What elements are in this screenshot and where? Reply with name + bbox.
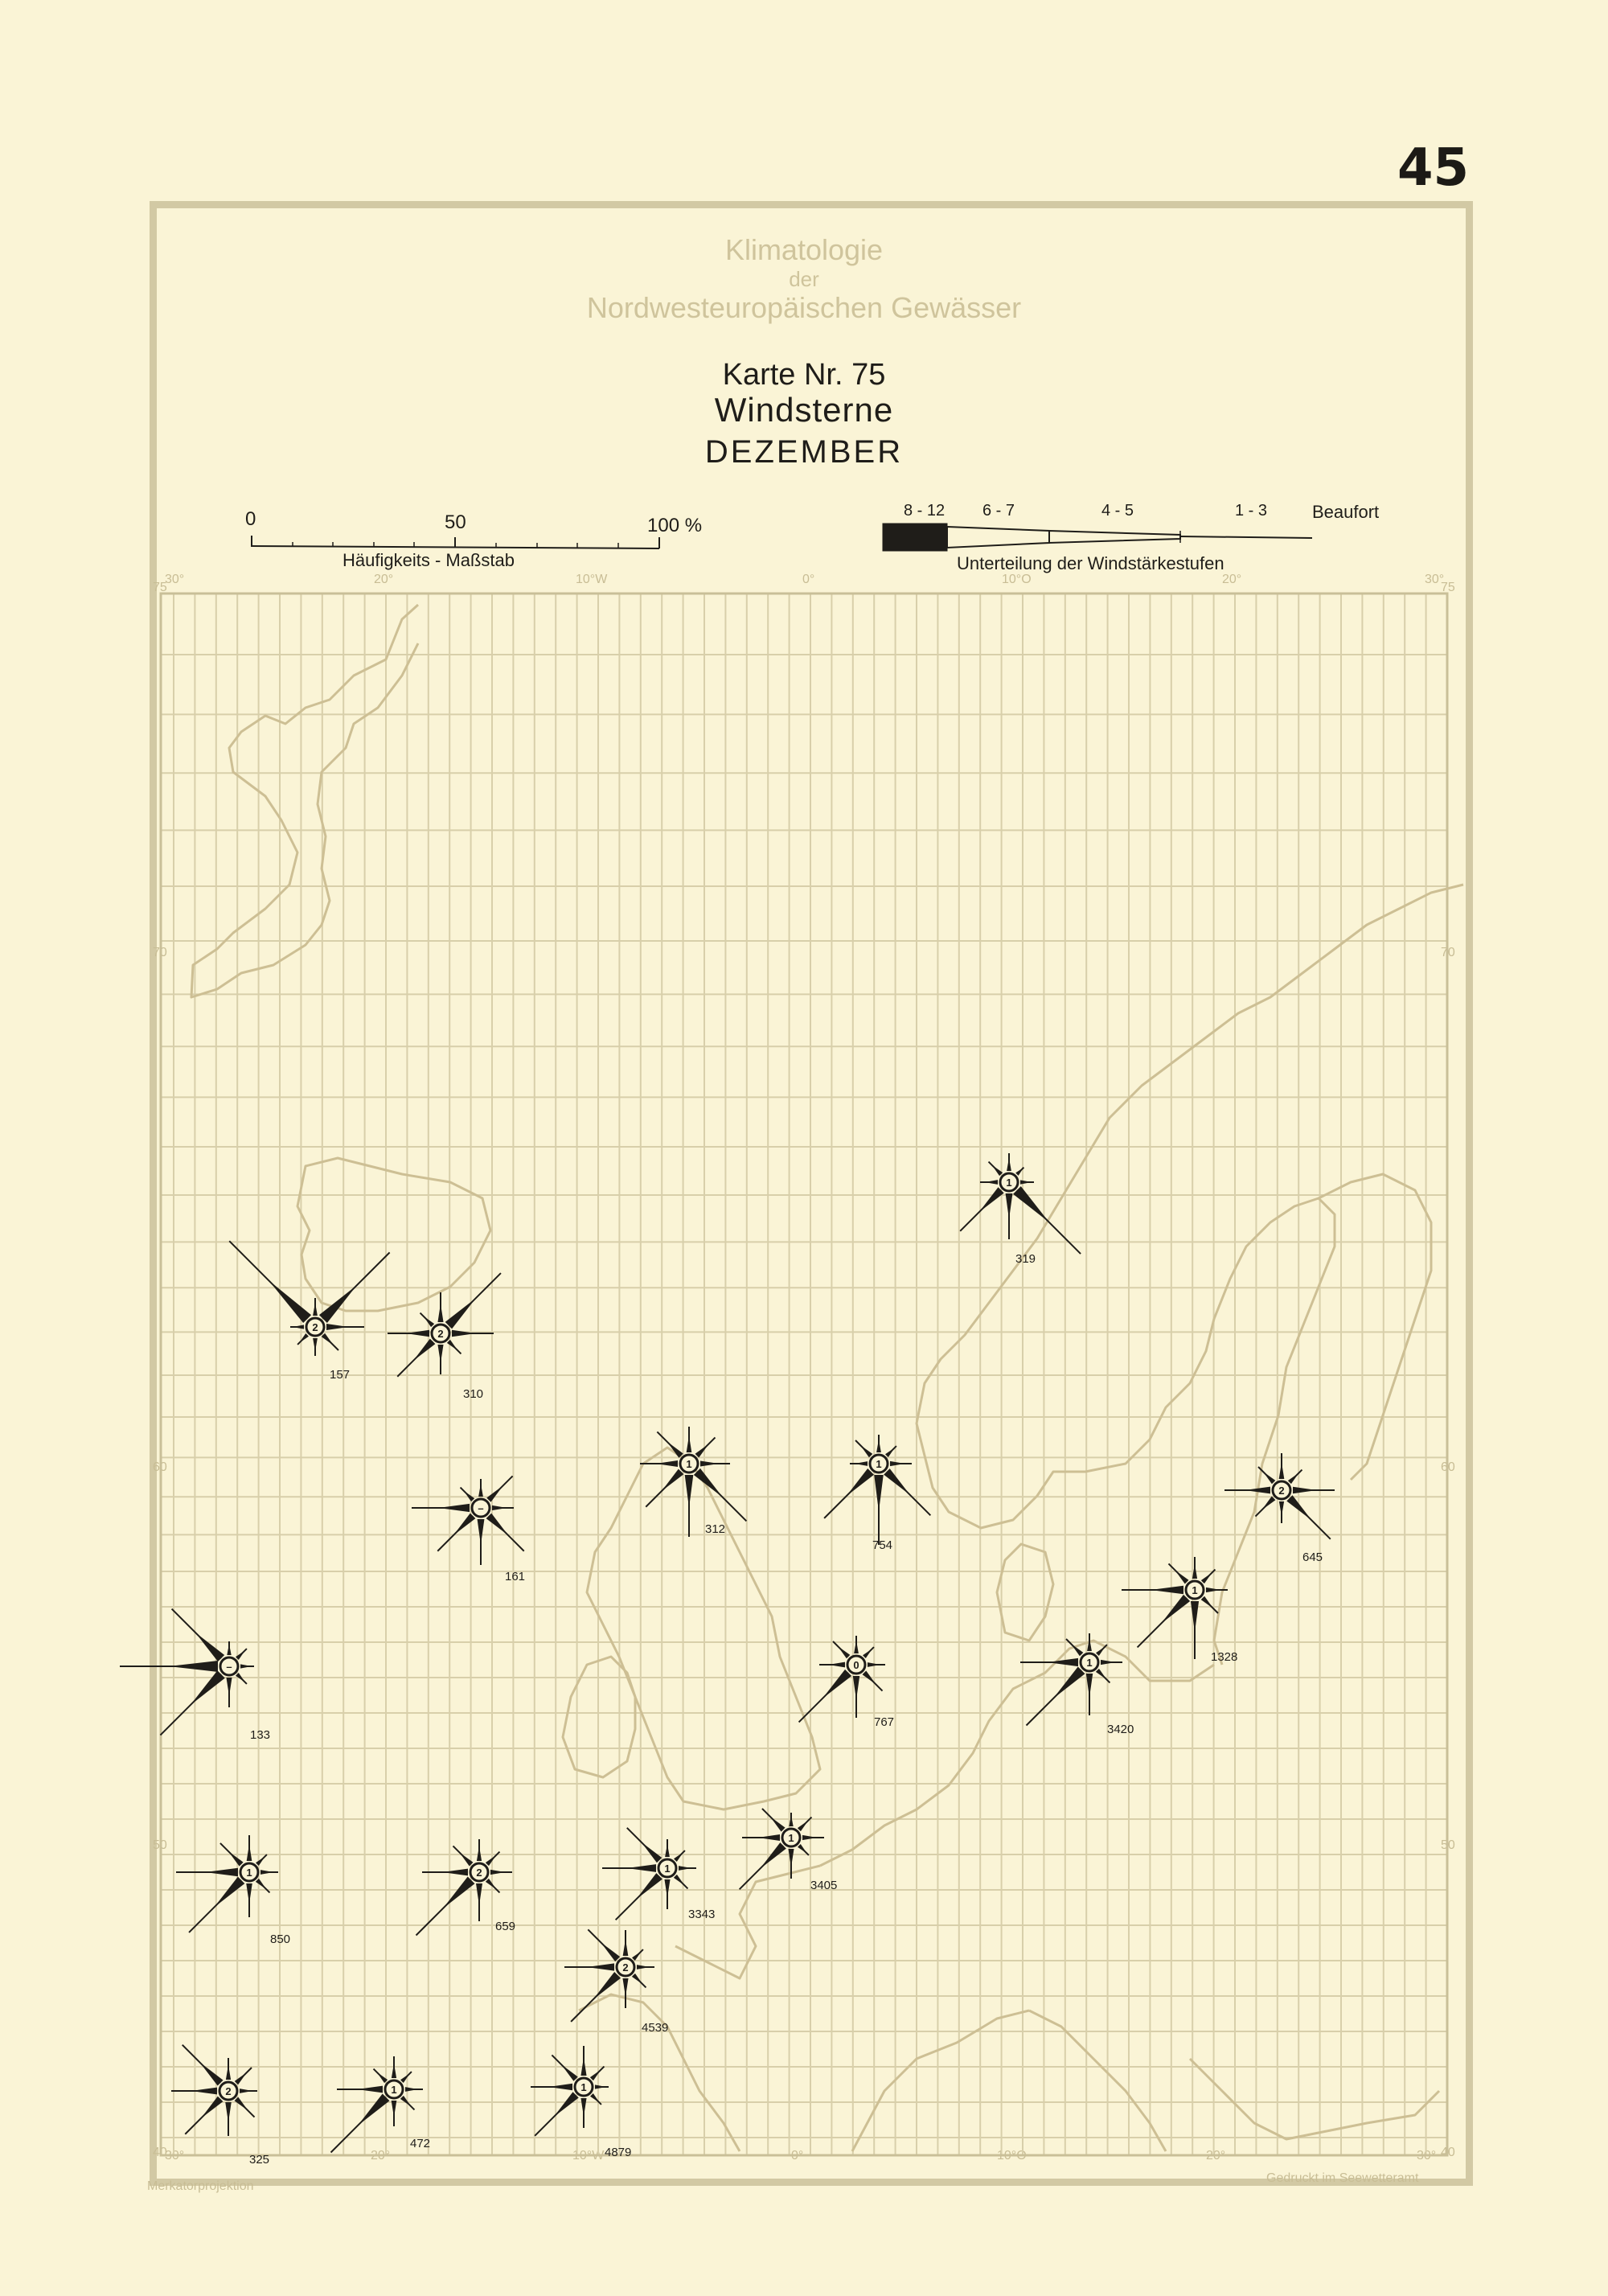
lat-label-right-60: 60 bbox=[1441, 1460, 1455, 1474]
lat-label-left-40: 40 bbox=[153, 2146, 167, 2159]
rose-arm-NW bbox=[374, 2069, 387, 2082]
force-class-4-5: 4 - 5 bbox=[1101, 502, 1134, 520]
greenland-coast bbox=[191, 605, 418, 997]
rose-calm-percent: 1 bbox=[246, 1867, 252, 1879]
atlas-title: Klimatologie bbox=[724, 233, 884, 266]
lat-label-left-70: 70 bbox=[153, 946, 167, 959]
rose-calm-percent: 1 bbox=[580, 2081, 587, 2093]
rose-observation-count: 850 bbox=[270, 1933, 291, 1946]
lon-label-top-10e: 10°O bbox=[1002, 573, 1032, 586]
wind-rose-atlantic-sw bbox=[171, 2045, 269, 2167]
rose-arm-SW bbox=[397, 1341, 433, 1377]
rose-calm-percent: 1 bbox=[664, 1863, 671, 1875]
rose-arm-NW bbox=[183, 2045, 220, 2083]
rose-arm-SE bbox=[1017, 1190, 1081, 1254]
rose-observation-count: 767 bbox=[874, 1715, 895, 1729]
wind-rose-english-channel bbox=[740, 1809, 838, 1892]
wind-rose-north-sea bbox=[799, 1636, 894, 1729]
projection-note: Merkatorprojektion bbox=[147, 2179, 254, 2193]
rose-arm-NE bbox=[487, 1852, 500, 1865]
rose-arm-SE bbox=[489, 1516, 524, 1551]
rose-arm-NW bbox=[833, 1641, 848, 1657]
rose-observation-count: 645 bbox=[1302, 1551, 1323, 1564]
rose-arm-NE bbox=[323, 1252, 390, 1319]
rose-calm-percent: 2 bbox=[476, 1867, 482, 1879]
rose-arm-SW bbox=[331, 2097, 387, 2153]
rose-observation-count: 3343 bbox=[688, 1908, 716, 1921]
rose-calm-percent: 1 bbox=[1006, 1177, 1012, 1189]
rose-observation-count: 754 bbox=[872, 1538, 893, 1552]
rose-observation-count: 472 bbox=[410, 2137, 431, 2150]
wind-force-scale-bar bbox=[883, 524, 1312, 551]
denmark-coast bbox=[997, 1544, 1053, 1641]
rose-arm-SW bbox=[799, 1673, 849, 1723]
lat-label-right-50: 50 bbox=[1441, 1838, 1455, 1852]
lon-label-bottom-20w: 20° bbox=[371, 2149, 391, 2163]
freq-tick-0: 0 bbox=[245, 508, 256, 530]
lon-label-bottom-0: 0° bbox=[791, 2149, 804, 2163]
rose-arm-NW bbox=[989, 1162, 1002, 1175]
wind-roses bbox=[120, 1153, 1335, 2167]
atlas-title-connector: der bbox=[789, 267, 819, 291]
rose-calm-percent: 1 bbox=[391, 2084, 397, 2096]
rose-arm-SW bbox=[416, 1880, 472, 1936]
rose-arm-SE bbox=[887, 1472, 930, 1515]
frequency-scale-bar bbox=[252, 536, 659, 548]
rose-observation-count: 157 bbox=[330, 1368, 351, 1382]
rose-calm-percent: – bbox=[226, 1661, 232, 1673]
rose-observation-count: 3420 bbox=[1107, 1723, 1134, 1736]
rose-arm-NW bbox=[420, 1313, 433, 1326]
freq-tick-100: 100 % bbox=[647, 515, 703, 536]
rose-calm-percent: 2 bbox=[225, 2085, 232, 2097]
lon-label-bottom-20e: 20° bbox=[1206, 2149, 1226, 2163]
rose-arm-NW bbox=[588, 1929, 617, 1959]
rose-arm-SW bbox=[437, 1516, 473, 1551]
rose-observation-count: 133 bbox=[250, 1728, 271, 1742]
wind-rose-iceland-south bbox=[388, 1273, 501, 1401]
rose-observation-count: 3405 bbox=[810, 1879, 838, 1892]
scandinavia-coast bbox=[917, 885, 1463, 1665]
page-number: 45 bbox=[1397, 138, 1470, 198]
rose-arm-NW bbox=[855, 1440, 871, 1456]
rose-arm-SW bbox=[571, 1975, 617, 2022]
wind-rose-atlantic-central bbox=[416, 1839, 516, 1935]
map-number: Karte Nr. 75 bbox=[722, 358, 886, 392]
rose-calm-percent: 2 bbox=[622, 1961, 629, 1974]
rose-observation-count: 319 bbox=[1015, 1252, 1036, 1266]
rose-observation-count: 310 bbox=[463, 1387, 484, 1401]
rose-calm-percent: 1 bbox=[686, 1458, 692, 1470]
wind-rose-faroe bbox=[640, 1427, 746, 1537]
rose-arm-SW bbox=[616, 1876, 659, 1920]
force-scale-label: Unterteilung der Windstärkestufen bbox=[957, 553, 1224, 573]
lon-label-top-0: 0° bbox=[802, 573, 815, 586]
lat-label-left-60: 60 bbox=[153, 1460, 167, 1474]
rose-observation-count: 4539 bbox=[642, 2021, 669, 2035]
rose-arm-SW bbox=[160, 1674, 221, 1735]
lon-label-bottom-30w: 30° bbox=[165, 2149, 185, 2163]
rose-observation-count: 4879 bbox=[605, 2146, 632, 2159]
rose-arm-NW bbox=[1066, 1639, 1081, 1654]
rose-arm-SE bbox=[402, 2097, 415, 2110]
coastlines bbox=[191, 605, 1463, 2151]
rose-arm-NE bbox=[697, 1437, 716, 1456]
freq-scale-label: Häufigkeits - Maßstab bbox=[343, 550, 515, 570]
rose-arm-NW bbox=[627, 1828, 659, 1860]
lat-label-right-70: 70 bbox=[1441, 946, 1455, 959]
wind-rose-north-norway bbox=[960, 1153, 1081, 1266]
lat-label-left-75: 75 bbox=[153, 581, 167, 594]
lat-label-right-40: 40 bbox=[1441, 2146, 1455, 2159]
rose-calm-percent: 0 bbox=[853, 1659, 859, 1671]
rose-calm-percent: 1 bbox=[788, 1832, 794, 1844]
rose-calm-percent: 2 bbox=[1278, 1485, 1285, 1497]
rose-arm-NE bbox=[634, 1949, 643, 1959]
lon-label-bottom-10w: 10°W bbox=[572, 2149, 605, 2163]
force-unit: Beaufort bbox=[1312, 502, 1380, 522]
iberia-coast bbox=[579, 1994, 740, 2151]
rose-calm-percent: 1 bbox=[876, 1458, 882, 1470]
rose-arm-SW bbox=[1138, 1598, 1188, 1648]
map-month: DEZEMBER bbox=[704, 434, 904, 470]
rose-arm-SE bbox=[592, 2095, 601, 2105]
lon-label-top-20e: 20° bbox=[1222, 573, 1242, 586]
rose-calm-percent: 2 bbox=[312, 1321, 318, 1333]
freq-tick-50: 50 bbox=[445, 511, 466, 533]
rose-calm-percent: 1 bbox=[1192, 1584, 1198, 1596]
force-class-1-3: 1 - 3 bbox=[1235, 502, 1268, 520]
atlas-title-region: Nordwesteuropäischen Gewässer bbox=[586, 291, 1022, 324]
rose-arm-SE bbox=[634, 1975, 646, 1988]
rose-arm-SW bbox=[646, 1472, 681, 1507]
rose-observation-count: 161 bbox=[505, 1570, 526, 1583]
lon-label-bottom-10e: 10°O bbox=[997, 2149, 1027, 2163]
rose-arm-SE bbox=[675, 1876, 688, 1889]
rose-calm-percent: 2 bbox=[437, 1328, 444, 1340]
force-class-8-12: 8 - 12 bbox=[904, 502, 946, 520]
lon-label-top-10w: 10°W bbox=[576, 573, 608, 586]
printer-note: Gedruckt im Seewetteramt bbox=[1266, 2171, 1419, 2185]
rose-arm-SW bbox=[185, 2099, 220, 2134]
wind-rose-biscay bbox=[564, 1929, 668, 2035]
lat-label-left-50: 50 bbox=[153, 1838, 167, 1852]
rose-observation-count: 312 bbox=[705, 1522, 726, 1536]
rose-arm-SE bbox=[323, 1335, 338, 1350]
lon-label-top-30e: 30° bbox=[1425, 573, 1445, 586]
lon-label-bottom-30e: 30° bbox=[1417, 2149, 1437, 2163]
lon-label-top-20w: 20° bbox=[374, 573, 394, 586]
lon-label-top-30w: 30° bbox=[165, 573, 185, 586]
rose-arm-SE bbox=[1290, 1498, 1331, 1539]
rose-arm-NE bbox=[864, 1647, 874, 1657]
lat-label-right-75: 75 bbox=[1441, 581, 1455, 594]
wind-rose-baltic-west bbox=[1020, 1633, 1134, 1736]
balkan-coast bbox=[1190, 2059, 1439, 2139]
rose-arm-SE bbox=[1203, 1598, 1218, 1613]
rose-arm-NE bbox=[1290, 1470, 1302, 1483]
rose-arm-SE bbox=[449, 1341, 461, 1354]
force-class-6-7: 6 - 7 bbox=[982, 502, 1015, 520]
rose-arm-NW bbox=[229, 1241, 307, 1319]
rose-arm-NW bbox=[172, 1609, 222, 1659]
rose-arm-SE bbox=[237, 1674, 247, 1684]
rose-calm-percent: – bbox=[478, 1502, 484, 1514]
map-subtitle: Windsterne bbox=[714, 391, 894, 429]
rose-arm-SW bbox=[297, 1335, 307, 1345]
rose-arm-NE bbox=[236, 2068, 252, 2083]
rose-observation-count: 1328 bbox=[1211, 1650, 1238, 1664]
continent-coast bbox=[820, 1641, 1214, 1866]
rose-arm-SW bbox=[1255, 1498, 1274, 1517]
graticule bbox=[161, 594, 1447, 2155]
rose-arm-SE bbox=[487, 1880, 500, 1893]
rose-calm-percent: 1 bbox=[1086, 1657, 1093, 1669]
rose-arm-NE bbox=[237, 1649, 247, 1658]
rose-observation-count: 659 bbox=[495, 1920, 516, 1933]
rose-observation-count: 325 bbox=[249, 2153, 270, 2167]
